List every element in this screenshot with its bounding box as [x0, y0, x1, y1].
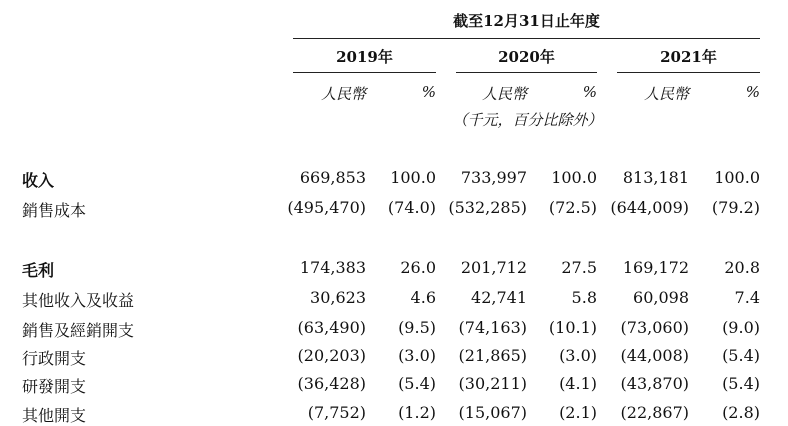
amount-cell: (21,865): [458, 346, 527, 365]
percent-label: %: [582, 83, 597, 101]
amount-cell: (20,203): [297, 346, 366, 365]
percent-cell: 100.0: [551, 168, 597, 187]
row-label: 毛利: [22, 261, 55, 280]
percent-cell: (9.0): [722, 318, 760, 337]
currency-label: 人民幣: [320, 85, 366, 103]
amount-cell: 174,383: [299, 258, 366, 277]
amount-cell: 201,712: [460, 258, 527, 277]
percent-label: %: [421, 83, 436, 101]
amount-cell: (30,211): [458, 374, 527, 393]
percent-cell: (72.5): [548, 198, 597, 217]
year-header: 2020年: [498, 48, 555, 66]
amount-cell: (15,067): [458, 403, 527, 422]
percent-cell: (4.1): [559, 374, 597, 393]
year-header: 2019年: [336, 48, 393, 66]
unit-note: （千元，百分比除外）: [452, 111, 603, 129]
amount-cell: (43,870): [620, 374, 689, 393]
amount-cell: 169,172: [622, 258, 689, 277]
year-header-rule: [293, 72, 436, 73]
period-header-rule: [293, 38, 760, 39]
percent-cell: 7.4: [734, 288, 760, 307]
currency-label: 人民幣: [643, 85, 689, 103]
amount-cell: (74,163): [458, 318, 527, 337]
amount-cell: 42,741: [471, 288, 527, 307]
percent-cell: (2.1): [559, 403, 597, 422]
year-header: 2021年: [660, 48, 717, 66]
row-label: 其他收入及收益: [22, 291, 135, 310]
amount-cell: (532,285): [448, 198, 527, 217]
percent-cell: 27.5: [561, 258, 597, 277]
percent-cell: 26.0: [400, 258, 436, 277]
amount-cell: 30,623: [310, 288, 366, 307]
year-header-rule: [456, 72, 597, 73]
row-label: 研發開支: [22, 377, 87, 396]
row-label: 收入: [22, 171, 55, 190]
percent-label: %: [745, 83, 760, 101]
percent-cell: (2.8): [722, 403, 760, 422]
percent-cell: (3.0): [559, 346, 597, 365]
row-label: 其他開支: [22, 406, 87, 425]
percent-cell: 100.0: [714, 168, 760, 187]
amount-cell: 813,181: [622, 168, 689, 187]
amount-cell: (44,008): [620, 346, 689, 365]
percent-cell: (79.2): [711, 198, 760, 217]
percent-cell: 20.8: [724, 258, 760, 277]
percent-cell: 5.8: [571, 288, 597, 307]
percent-cell: (9.5): [398, 318, 436, 337]
amount-cell: (63,490): [297, 318, 366, 337]
currency-label: 人民幣: [481, 85, 527, 103]
percent-cell: 100.0: [390, 168, 436, 187]
percent-cell: (5.4): [398, 374, 436, 393]
row-label: 銷售及經銷開支: [22, 321, 135, 340]
period-header: 截至12月31日止年度: [453, 12, 600, 30]
amount-cell: (495,470): [287, 198, 366, 217]
percent-cell: (5.4): [722, 346, 760, 365]
percent-cell: (3.0): [398, 346, 436, 365]
year-header-rule: [617, 72, 760, 73]
amount-cell: (36,428): [297, 374, 366, 393]
amount-cell: 733,997: [460, 168, 527, 187]
amount-cell: (22,867): [620, 403, 689, 422]
percent-cell: (10.1): [548, 318, 597, 337]
amount-cell: 669,853: [299, 168, 366, 187]
amount-cell: (73,060): [620, 318, 689, 337]
percent-cell: (1.2): [398, 403, 436, 422]
amount-cell: 60,098: [633, 288, 689, 307]
row-label: 銷售成本: [22, 201, 87, 220]
amount-cell: (7,752): [307, 403, 366, 422]
percent-cell: (74.0): [387, 198, 436, 217]
row-label: 行政開支: [22, 349, 87, 368]
amount-cell: (644,009): [610, 198, 689, 217]
percent-cell: (5.4): [722, 374, 760, 393]
percent-cell: 4.6: [410, 288, 436, 307]
